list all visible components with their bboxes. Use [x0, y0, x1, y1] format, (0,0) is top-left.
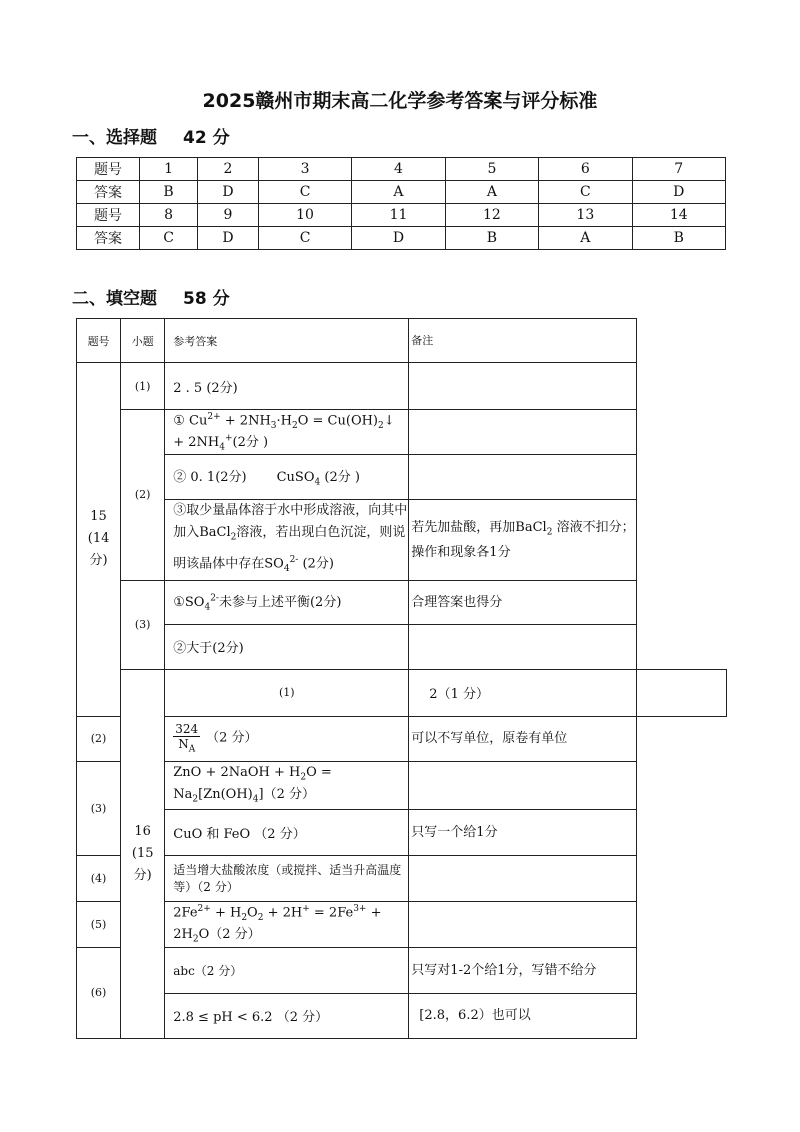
section-score: 58 分 [183, 289, 230, 309]
row-header: 题号 [77, 158, 140, 181]
table-cell: C [140, 227, 198, 250]
answer-text: 未参与上述平衡(2分) [218, 595, 342, 611]
subscript: 4 [252, 794, 259, 805]
subscript: 2 [230, 532, 237, 543]
table-header-row [77, 319, 727, 363]
superscript: 2+ [207, 411, 221, 422]
note-cell: [2.8，6.2）也可以 [409, 993, 636, 1038]
table-cell: D [352, 227, 445, 250]
table-cell: 1 [140, 158, 198, 181]
table-row [77, 580, 727, 624]
table-cell: D [632, 181, 725, 204]
sub-question-label: (6) [77, 947, 121, 1038]
table-row [77, 204, 726, 227]
note-cell: 只写一个给1分 [409, 809, 636, 855]
note-text: 溶液不扣分；操作和现象各1分 [411, 519, 635, 560]
answer-text: + H [210, 905, 242, 921]
answer-text: ② 0. 1(2分) [173, 470, 247, 486]
subscript: 4 [204, 602, 211, 613]
table-cell: 3 [258, 158, 351, 181]
table-row [77, 809, 727, 855]
table-row [77, 855, 727, 901]
answer-cell [165, 500, 409, 581]
table-cell: D [198, 227, 259, 250]
table-cell: C [258, 227, 351, 250]
superscript: 2- [210, 593, 219, 604]
table-cell: C [539, 181, 632, 204]
table-cell: 2 [198, 158, 259, 181]
superscript: + [225, 433, 233, 444]
note-text: 若先加盐酸，再加BaCl [411, 519, 547, 535]
fraction-numerator: 324 [175, 722, 199, 737]
sub-question-label: (4) [77, 855, 121, 901]
row-header: 答案 [77, 181, 140, 204]
answer-cell: 2（1 分） [409, 669, 636, 716]
note-cell [409, 855, 636, 901]
answer-cell: 2 . 5 (2分) [165, 363, 409, 410]
table-cell: 5 [445, 158, 538, 181]
superscript: 3+ [353, 903, 367, 914]
answer-text: 溶液，若出现白色沉淀，则说明该晶体中存在SO [173, 525, 406, 571]
answer-text: ①SO [173, 595, 205, 611]
table-cell: 7 [632, 158, 725, 181]
note-cell: 合理答案也得分 [409, 580, 636, 624]
answer-text: O [247, 905, 258, 921]
note-cell [409, 901, 636, 947]
table-row [77, 227, 726, 250]
table-row [77, 901, 727, 947]
multiple-choice-answer-table [76, 157, 726, 250]
subscript: 2 [192, 934, 199, 945]
table-cell: 6 [539, 158, 632, 181]
table-row [77, 158, 726, 181]
table-cell: B [445, 227, 538, 250]
table-cell: D [198, 181, 259, 204]
subscript: 3 [270, 420, 277, 431]
table-cell: 12 [445, 204, 538, 227]
sub-question-label: (5) [77, 901, 121, 947]
subscript: 2 [378, 420, 384, 431]
answer-text: [Zn(OH) [198, 787, 253, 803]
answer-text: + 2NH [220, 413, 271, 429]
table-cell: 11 [352, 204, 445, 227]
answer-text: ·H [276, 413, 292, 429]
answer-score: （2 分） [263, 787, 315, 803]
table-row [77, 669, 727, 716]
answer-cell [165, 455, 409, 500]
table-cell: 14 [632, 204, 725, 227]
question-16-cell [121, 669, 165, 1038]
table-row [77, 500, 727, 581]
subscript: 2 [241, 912, 248, 923]
answer-text: ③取少量晶体溶于水中形成溶液，向其中加入BaCl [173, 503, 408, 540]
note-cell [409, 363, 636, 410]
subscript: 2 [292, 420, 298, 431]
table-cell: 13 [539, 204, 632, 227]
answer-cell [165, 410, 409, 455]
note-cell [636, 669, 726, 716]
note-cell: 只写对1-2个给1分，写错不给分 [409, 947, 636, 993]
question-score: (14 分) [87, 531, 110, 569]
table-cell: C [258, 181, 351, 204]
note-cell [409, 624, 636, 669]
answer-cell: ②大于(2分) [165, 624, 409, 669]
answer-text: O = Na [173, 765, 332, 803]
subscript: 2 [546, 527, 553, 538]
header-sub-question: 小题 [121, 319, 165, 363]
table-row [77, 761, 727, 809]
header-reference-answer: 参考答案 [165, 319, 409, 363]
table-cell: A [445, 181, 538, 204]
section-score: 42 分 [183, 128, 230, 148]
fraction [173, 722, 200, 754]
row-header: 答案 [77, 227, 140, 250]
subscript: 4 [314, 477, 321, 488]
answer-text: ① Cu [173, 413, 208, 429]
answer-text: O（2 分） [198, 926, 261, 942]
fraction-denominator [173, 737, 200, 754]
table-cell: A [539, 227, 632, 250]
answer-cell: abc（2 分） [165, 947, 409, 993]
answer-cell: 适当增大盐酸浓度（或搅拌、适当升高温度等）（2 分） [165, 855, 409, 901]
answer-text: ] [258, 787, 264, 803]
table-cell: 8 [140, 204, 198, 227]
answer-text: + 2H [263, 905, 303, 921]
answer-score: (2分) [298, 555, 334, 571]
section-heading-choice [72, 123, 230, 148]
table-row [77, 993, 727, 1038]
sub-question-label: (2) [121, 410, 165, 581]
section-heading-fill [72, 284, 230, 309]
table-row [77, 363, 727, 410]
note-cell [409, 500, 636, 581]
answer-cell [165, 580, 409, 624]
section-title: 二、填空题 [72, 289, 157, 309]
subscript: 2 [192, 794, 199, 805]
answer-cell [165, 716, 409, 761]
answer-score: (2分 ) [232, 434, 269, 450]
subscript: 2 [257, 912, 264, 923]
header-note: 备注 [409, 319, 636, 363]
answer-text: O = Cu(OH) [297, 413, 379, 429]
note-cell [409, 455, 636, 500]
answer-text: + 2H [173, 905, 382, 942]
table-row [77, 947, 727, 993]
superscript: 2- [289, 554, 299, 565]
section-title: 一、选择题 [72, 128, 157, 148]
answer-text: = 2Fe [309, 905, 354, 921]
sub-question-label: (2) [77, 716, 121, 761]
answer-cell: CuO 和 FeO （2 分） [165, 809, 409, 855]
sub-question-label: (1) [121, 363, 165, 410]
note-cell [409, 761, 636, 809]
sub-question-label: (1) [165, 669, 409, 716]
table-cell: 4 [352, 158, 445, 181]
answer-text: ZnO + 2NaOH + H [173, 765, 301, 781]
answer-score: （2 分） [206, 731, 258, 747]
note-cell [409, 410, 636, 455]
sub-question-label: (3) [77, 761, 121, 855]
answer-cell: 2.8 ≤ pH < 6.2 （2 分） [165, 993, 409, 1038]
subscript: 2 [300, 773, 307, 784]
note-cell: 可以不写单位，原卷有单位 [409, 716, 636, 761]
answer-text: CuSO [276, 470, 315, 486]
answer-text: ↓ + 2NH [173, 413, 395, 450]
question-number: 16 [134, 823, 151, 839]
header-question-number: 题号 [77, 319, 121, 363]
answer-text: 2Fe [173, 905, 198, 921]
table-row [77, 455, 727, 500]
question-score: (15 分) [131, 845, 154, 883]
table-cell: B [632, 227, 725, 250]
subscript: A [188, 744, 196, 755]
table-row [77, 624, 727, 669]
question-15-cell [77, 363, 121, 717]
table-cell: B [140, 181, 198, 204]
superscript: 2+ [197, 903, 211, 914]
table-cell: A [352, 181, 445, 204]
row-header: 题号 [77, 204, 140, 227]
fill-in-answer-table [76, 318, 727, 1039]
answer-cell [165, 901, 409, 947]
page-title: 2025赣州市期末高二化学参考答案与评分标准 [202, 90, 598, 112]
answer-cell [165, 761, 409, 809]
answer-score: (2分 ) [320, 470, 360, 486]
sub-question-label: (3) [121, 580, 165, 669]
question-number: 15 [90, 509, 107, 525]
subscript: 4 [219, 442, 225, 453]
table-row [77, 181, 726, 204]
denominator-text: N [178, 737, 189, 752]
table-cell: 9 [198, 204, 259, 227]
superscript: + [302, 903, 310, 914]
table-cell: 10 [258, 204, 351, 227]
table-row [77, 410, 727, 455]
subscript: 4 [283, 563, 290, 574]
table-row [77, 716, 727, 761]
